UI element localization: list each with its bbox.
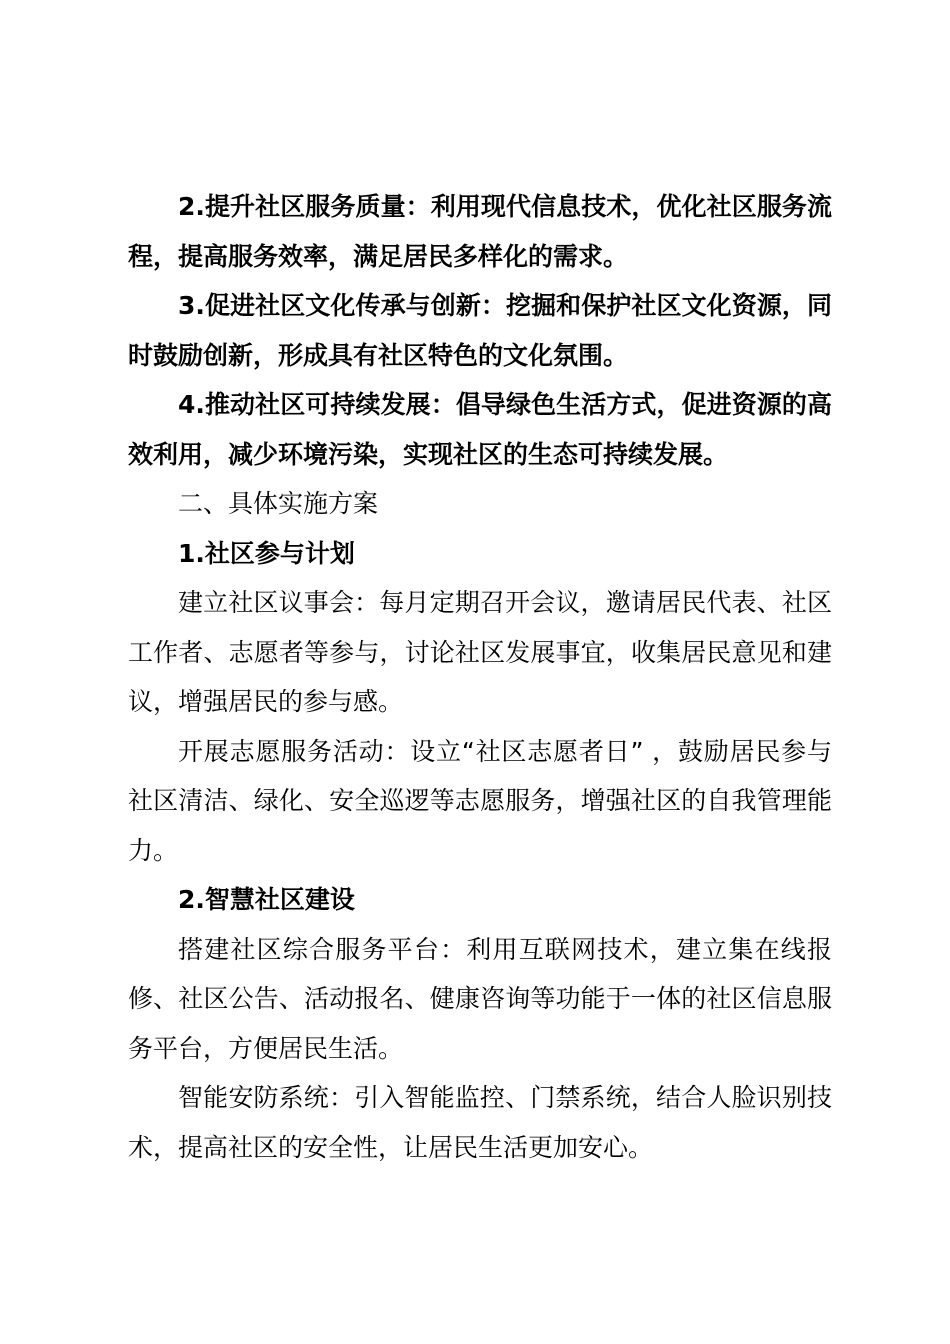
objective-4-paragraph: 4.推动社区可持续发展：倡导绿色生活方式，促进资源的高效利用，减少环境污染，实现社区的生态可持续发展。 [128,390,832,469]
subsection-heading-1: 1.社区参与计划 [178,538,355,568]
objective-2-paragraph: 2.提升社区服务质量：利用现代信息技术，优化社区服务流程，提高服务效率，满足居民多样化的需求。 [128,192,832,271]
body-paragraph: 建立社区议事会：每月定期召开会议，邀请居民代表、社区工作者、志愿者等参与，讨论社区发展事宜，收集居民意见和建议，增强居民的参与感。 [128,588,832,716]
objective-3-paragraph: 3.促进社区文化传承与创新：挖掘和保护社区文化资源，同时鼓励创新，形成具有社区特色的文化氛围。 [128,291,832,370]
document-page [128,182,832,1172]
body-paragraph: 智能安防系统：引入智能监控、门禁系统，结合人脸识别技术，提高社区的安全性，让居民生活更加安心。 [128,1083,832,1162]
body-paragraph: 开展志愿服务活动：设立“社区志愿者日” ，鼓励居民参与社区清洁、绿化、安全巡逻等志愿服务，增强社区的自我管理能力。 [128,736,832,865]
subsection-heading-2: 2.智慧社区建设 [178,885,355,914]
section-heading: 二、具体实施方案 [178,489,379,518]
body-paragraph: 搭建社区综合服务平台：利用互联网技术，建立集在线报修、社区公告、活动报名、健康咨询等功能于一体的社区信息服务平台，方便居民生活。 [128,934,832,1063]
